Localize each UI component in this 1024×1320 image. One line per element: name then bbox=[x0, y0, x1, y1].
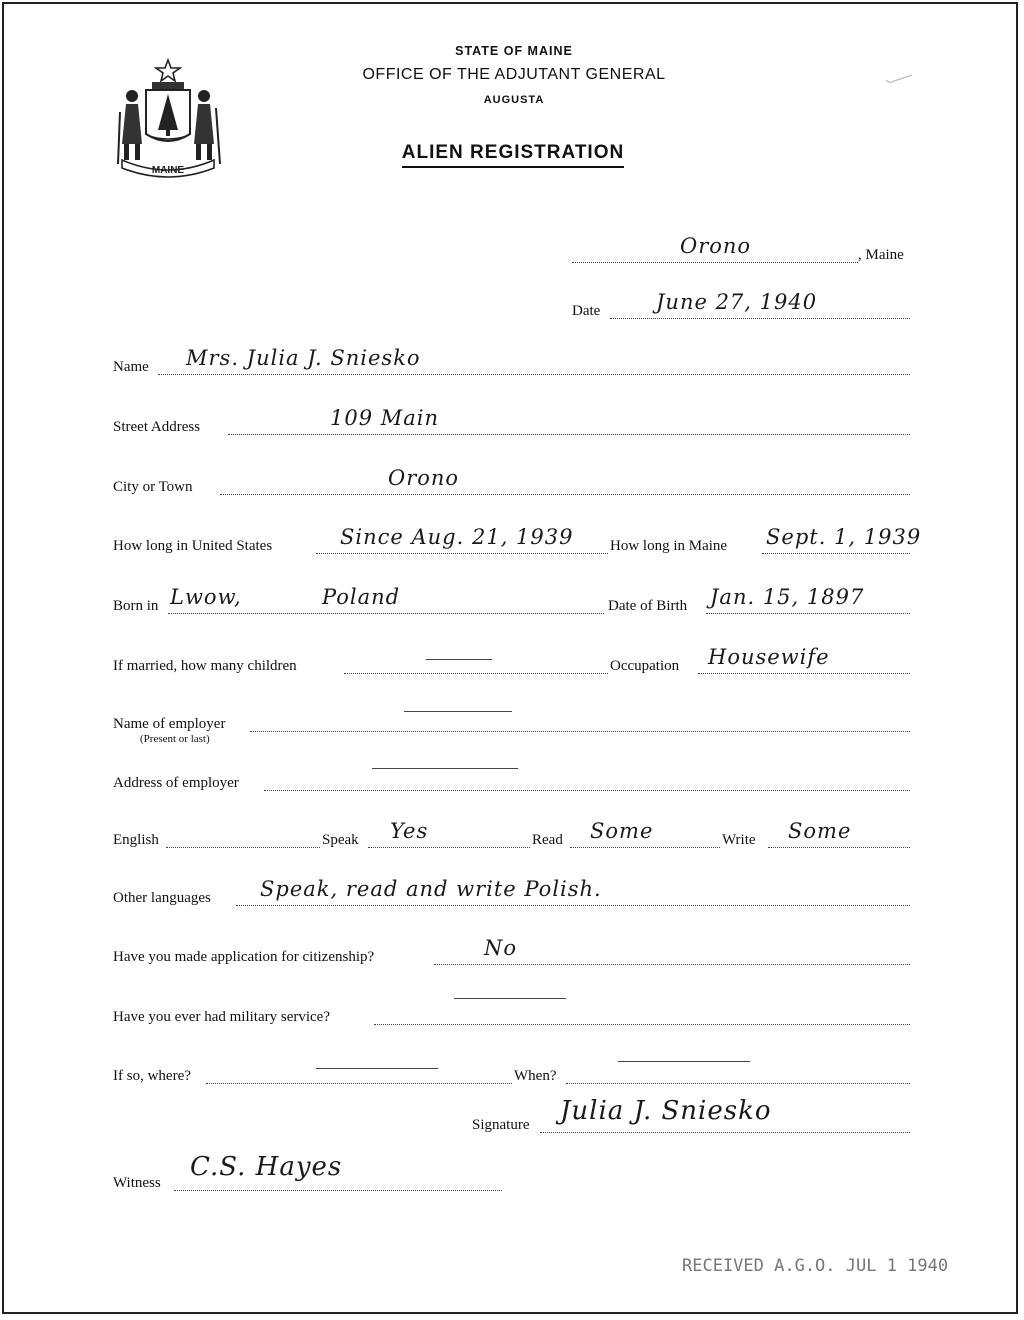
seal-banner-text: MAINE bbox=[151, 165, 185, 176]
state-name: STATE OF MAINE bbox=[455, 44, 573, 58]
when-label: When? bbox=[514, 1068, 557, 1084]
occupation-line bbox=[698, 673, 910, 674]
write-label: Write bbox=[722, 832, 756, 848]
name-line bbox=[158, 374, 910, 375]
children-label: If married, how many children bbox=[113, 658, 297, 674]
occupation-value: Housewife bbox=[708, 645, 830, 669]
office-city: AUGUSTA bbox=[483, 94, 545, 106]
employer-line bbox=[250, 731, 910, 732]
city-value: Orono bbox=[388, 466, 460, 490]
other-languages-label: Other languages bbox=[113, 890, 211, 906]
speak-line bbox=[368, 847, 530, 848]
us-duration-label: How long in United States bbox=[113, 538, 273, 554]
signature-value: Julia J. Sniesko bbox=[560, 1096, 772, 1126]
speak-label: Speak bbox=[322, 832, 359, 848]
maine-duration-value: Sept. 1, 1939 bbox=[766, 525, 922, 549]
born-label: Born in bbox=[113, 598, 159, 614]
read-line bbox=[570, 847, 720, 848]
other-languages-value: Speak, read and write Polish. bbox=[260, 877, 602, 901]
other-languages-line bbox=[236, 905, 910, 906]
office-name: OFFICE OF THE ADJUTANT GENERAL bbox=[362, 66, 666, 83]
employer-address-line bbox=[264, 790, 910, 791]
form-title-text: ALIEN REGISTRATION bbox=[402, 142, 624, 168]
born-city: Lwow, bbox=[170, 585, 242, 609]
military-label: Have you ever had military service? bbox=[113, 1009, 330, 1025]
occupation-label: Occupation bbox=[610, 658, 680, 674]
street-value: 109 Main bbox=[330, 406, 440, 430]
place-value: Orono bbox=[680, 234, 752, 258]
employer-sublabel: (Present or last) bbox=[140, 733, 210, 745]
date-value: June 27, 1940 bbox=[656, 290, 818, 314]
employer-label: Name of employer bbox=[113, 716, 226, 732]
signature-line bbox=[540, 1132, 910, 1133]
dob-value: Jan. 15, 1897 bbox=[710, 585, 865, 609]
witness-label: Witness bbox=[113, 1175, 161, 1191]
citizenship-line bbox=[434, 964, 910, 965]
maine-duration-line bbox=[762, 553, 910, 554]
write-line bbox=[768, 847, 910, 848]
witness-line bbox=[174, 1190, 502, 1191]
date-label: Date bbox=[572, 303, 601, 319]
where-line bbox=[206, 1083, 512, 1084]
employer-dash bbox=[404, 711, 512, 712]
read-label: Read bbox=[532, 832, 563, 848]
military-line bbox=[374, 1024, 910, 1025]
received-stamp: RECEIVED A.G.O. JUL 1 1940 bbox=[682, 1256, 949, 1276]
born-country: Poland bbox=[322, 585, 401, 609]
children-line bbox=[344, 673, 608, 674]
city-label: City or Town bbox=[113, 479, 193, 495]
citizenship-label: Have you made application for citizenship? bbox=[113, 949, 375, 965]
date-line bbox=[610, 318, 910, 319]
employer-address-dash bbox=[372, 768, 518, 769]
when-line bbox=[566, 1083, 910, 1084]
place-line bbox=[572, 262, 858, 263]
dob-line bbox=[706, 613, 910, 614]
street-line bbox=[228, 434, 910, 435]
signature-label: Signature bbox=[472, 1117, 530, 1133]
write-value: Some bbox=[788, 819, 852, 843]
speak-value: Yes bbox=[390, 819, 429, 843]
military-dash bbox=[454, 998, 566, 999]
city-line bbox=[220, 494, 910, 495]
name-value: Mrs. Julia J. Sniesko bbox=[186, 346, 421, 370]
maine-duration-label: How long in Maine bbox=[610, 538, 728, 554]
english-line bbox=[166, 847, 320, 848]
street-label: Street Address bbox=[113, 419, 201, 435]
us-duration-line bbox=[316, 553, 608, 554]
where-label: If so, where? bbox=[113, 1068, 191, 1084]
english-label: English bbox=[113, 832, 159, 848]
witness-value: C.S. Hayes bbox=[190, 1152, 343, 1182]
name-label: Name bbox=[113, 359, 149, 375]
us-duration-value: Since Aug. 21, 1939 bbox=[340, 525, 574, 549]
employer-address-label: Address of employer bbox=[113, 775, 239, 791]
when-dash bbox=[618, 1061, 750, 1062]
place-suffix: , Maine bbox=[858, 247, 904, 263]
form-title bbox=[0, 142, 1024, 164]
read-value: Some bbox=[590, 819, 654, 843]
citizenship-value: No bbox=[484, 936, 518, 960]
dob-label: Date of Birth bbox=[608, 598, 688, 614]
children-dash bbox=[426, 659, 492, 660]
where-dash bbox=[316, 1068, 438, 1069]
born-line bbox=[168, 613, 604, 614]
